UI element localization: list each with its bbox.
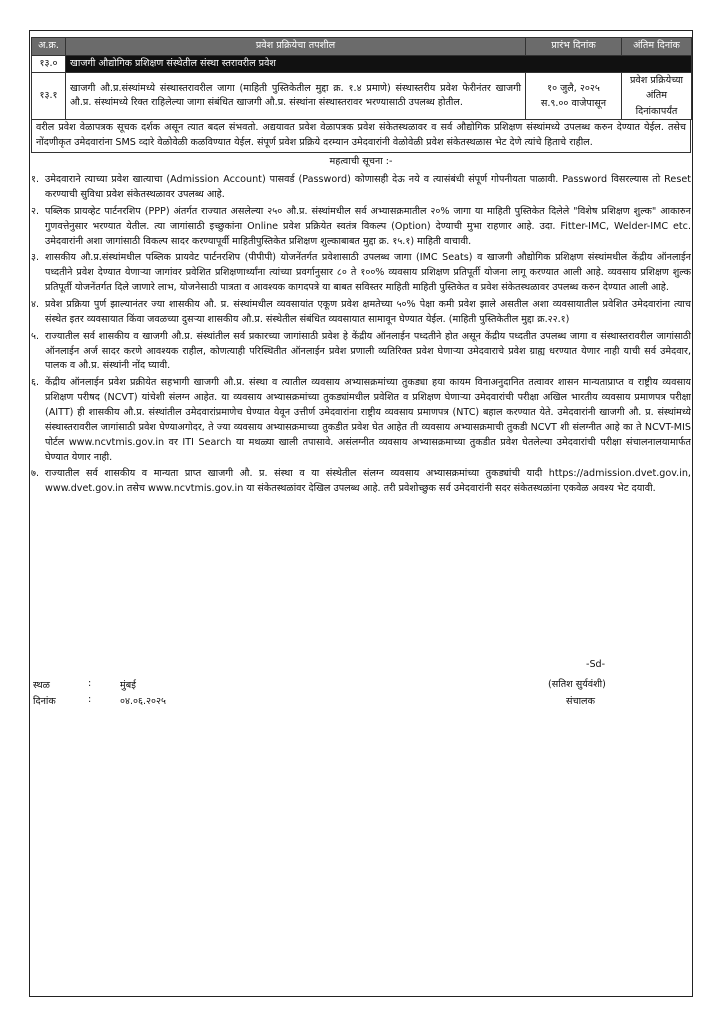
item-number: १. [31,174,40,186]
row-start-date [526,73,622,120]
notices-list [31,173,691,497]
item-number: ६. [31,377,40,389]
list-item [31,467,691,497]
section-row [32,56,692,73]
start-date-line2: स.९.०० वाजेपासून [540,98,607,110]
list-item [31,205,691,250]
item-number: ३. [31,252,40,264]
header-start-date: प्रारंभ दिनांक [526,38,622,56]
item-number: ७. [31,468,40,480]
header-end-date: अंतिम दिनांक [622,38,692,56]
signed-mark: -Sd- [586,659,606,670]
signatory-name: (सतिश सुर्यवंशी) [548,679,606,690]
item-text: राज्यातील सर्व शासकीय व मान्यता प्राप्त खाजगी औ. प्र. संस्था व या संस्थेतील संलग्न व्यवसाय अभ्यासक्रमांच्या तुकड्यांची यादी https://admission.dvet.gov.in, www.dvet.gov.in तसेच www.ncvtmis.gov.in या संकेतस्थळांवर देखिल उपलब्ध आहे. तरी प्रवेशोच्छुक सर्व उमेदवारांनी सदर संकेतस्थळांना एकवेळ अवश्य भेट दयावी. [45,468,691,495]
date-colon: : [88,694,92,705]
list-item [31,251,691,296]
table-row [32,73,692,120]
item-text: पब्लिक प्रायव्हेट पार्टनरशिप (PPP) अंतर्गत राज्यात असलेल्या २५० औ.प्र. संस्थांमधील सर्व अभ्यासक्रमातील २०% जागा या माहिती पुस्तिकेत दिलेले "विशेष प्रशिक्षण शुल्क" आकारुन गुणवत्तेनुसार भरण्यात येतील. त्या जागांसाठी इच्छुकांना Online प्रवेश प्रक्रियेत स्वतंत्र विकल्प (Option) देण्याची मुभा राहणार आहे. उदा. Fitter-IMC, Welder-IMC etc. उमेदवारांनी अशा जागांसाठी विकल्प सादर करण्यापूर्वी माहितीपुस्तिकेत प्रशिक्षण शुल्काबाबत मुद्दा क्र. १५.१) माहिती वाचावी. [45,205,691,247]
header-sr-no: अ.क्र. [32,38,66,56]
place-colon: : [88,678,92,689]
list-item [31,298,691,328]
item-number: २. [31,205,40,217]
item-number: ५. [31,330,40,342]
item-text: उमेदवाराने त्याच्या प्रवेश खात्याचा (Admission Account) पासवर्ड (Password) कोणासही देऊ नये व त्यासंबंधी संपूर्ण गोपनीयता पाळावी. Password विसरल्यास तो Reset करण्याची सुविधा प्रवेश संकेतस्थळावर उपलब्ध आहे. [45,174,691,200]
item-text: प्रवेश प्रक्रिया पुर्ण झाल्यानंतर ज्या शासकीय औ. प्र. संस्थांमधील व्यवसायांत एकूण प्रवेश क्षमतेच्या ५०% पेक्षा कमी प्रवेश झाले असतील अशा व्यवसायातील प्रवेशित उमेदवारांना त्याच संस्थेत इतर व्यवसायात किंवा जवळच्या दुसऱ्या शासकीय औ.प्र. संस्थेतील संबंधित व्यवसायात सामावून घेण्यात येईल. (माहिती पुस्तिकेतील मुद्दा क्र.२२.१) [45,299,691,325]
row-number: १३.१ [32,73,66,120]
row-description: खाजगी औ.प्र.संस्थांमध्ये संस्थास्तरावरील जागा (माहिती पुस्तिकेतील मुद्दा क्र. १.४ प्रमाणे) संस्थास्तरीय प्रवेश फेरीनंतर खाजगी औ.प्र. संस्थांमध्ये रिक्त राहिलेल्या जागा संबंधित खाजगी औ.प्र. संस्थांना संस्थास्तरावर भरण्यासाठी उपलब्ध होतील. [66,73,526,120]
item-text: राज्यातील सर्व शासकीय व खाजगी औ.प्र. संस्थांतील सर्व प्रकारच्या जागांसाठी प्रवेश हे केंद्रीय ऑनलाईन पध्दतीने होत असून केंद्रीय पध्दतीत उपलब्ध जागा व संस्थास्तरावरील जागांसाठी ऑनलाईन अर्ज सादर करणे आवश्यक राहील, कोणत्याही परिस्थितीत ऑनलाईन प्रवेश प्रणाली व्यतिरिक्त प्रवेश घेणाऱ्या उमेदवाराचे प्रवेश ग्राह्य धरण्यात येणार नाही याची सर्व उमेदवार, पालक व औ.प्र. संस्थांनी नोंद घ्यावी. [45,330,691,372]
document-content [31,37,691,499]
section-number: १३.० [32,56,66,73]
item-text: केंद्रीय ऑनलाईन प्रवेश प्रक्रीयेत सहभागी खाजगी औ.प्र. संस्था व त्यातील व्यवसाय अभ्यासक्रमांच्या तुकड्या हया कायम विनाअनुदानित तत्वावर शासन मान्यताप्राप्त व राष्ट्रीय व्यवसाय प्रशिक्षण परीषद (NCVT) यांचेशी संलग्न आहेत. या व्यवसाय अभ्यासक्रमांच्या तुकड्यांमधील प्रवेशित व प्रशिक्षण घेणाऱ्या उमेदवारांची परीक्षा अखिल भारतीय व्यवसाय प्रमाणपत्र परीक्षा (AITT) ही शासकीय औ.प्र. संस्थांतील उमेदवारांप्रमाणेच घेण्यात येवून उत्तीर्ण उमेदवारांना राष्ट्रीय व्यवसाय प्रमाणपत्र (NTC) बहाल करण्यात येते. उमेदवारांनी खाजगी औ. प्र. संस्थांमध्ये संस्थास्तरावरील जागांसाठी प्रवेश घेण्याअगोदर, ते ज्या व्यवसाय अभ्यासक्रमाच्या तुकडीत प्रवेश घेत आहेत ती व्यवसाय अभ्यासक्रमाची तुकडी NCVT शी संलग्नीत आहे का ते NCVT-MIS पोर्टल www.ncvtmis.gov.in वर ITI Search या मथळ्या खाली तपासावे. असंलग्नीत व्यवसाय अभ्यासक्रमाच्या तुकडीत प्रवेश घेतलेल्या उमेदवारांची परीक्षा संचालनालयामार्फत घेण्यात येणार नाही. [45,377,691,463]
table-header-row [32,38,692,56]
section-title: खाजगी औद्योगिक प्रशिक्षण संस्थेतील संस्था स्तरावरील प्रवेश [66,56,692,73]
item-number: ४. [31,299,40,311]
list-item [31,173,691,203]
end-date-line2: अंतिम दिनांकापर्यंत [635,90,678,117]
place-label: स्थळ [33,680,50,691]
schedule-table [31,37,692,120]
notices-title: महत्वाची सूचना :- [329,155,393,167]
item-text: शासकीय औ.प्र.संस्थांमधील पब्लिक प्रायवेट पार्टनरशिप (पीपीपी) योजनेंतर्गत प्रवेशासाठी उपलब्ध जागा (IMC Seats) व खाजगी औद्योगिक प्रशिक्षण संस्थांमधील केंद्रीय ऑनलाईन पध्दतीने प्रवेश देण्यात येणाऱ्या जागांवर प्रवेशित प्रशिक्षणार्थ्यांना त्यांच्या प्रवर्गानुसार ८० ते १००% व्यवसाय प्रशिक्षण प्रतिपूर्ती योजना लागू करण्यात आली आहे. व्यवसाय प्रशिक्षण शुल्क प्रतिपूर्ती योजनेंतर्गत दिले जाणारे लाभ, योजनेसाठी पात्रता व आवश्यक कागदपत्रे या बाबत सविस्तर माहिती माहिती पुस्तिकेत व प्रवेश संकेतस्थळावर उपलब्ध करुन देण्यात आली आहे. [45,252,691,294]
end-date-line1: प्रवेश प्रक्रियेच्या [629,75,684,86]
signatory-title: संचालक [566,696,595,707]
date-value: ०४.०६.२०२५ [120,696,167,707]
list-item [31,330,691,375]
place-value: मुंबई [120,680,136,691]
start-date-line1: १० जुलै, २०२५ [547,82,600,94]
list-item [31,376,691,465]
row-end-date [622,73,692,120]
header-details: प्रवेश प्रक्रियेचा तपशील [66,38,526,56]
schedule-note: वरील प्रवेश वेळापत्रक सूचक दर्शक असून त्यात बदल संभवतो. अद्ययावत प्रवेश वेळापत्रक प्रवेश संकेतस्थळावर व सर्व औद्योगिक प्रशिक्षण संस्थांमध्ये उपलब्ध करुन देण्यात येईल. तसेच नोंदणीकृत उमेदवारांना SMS व्दारे वेळोवेळी कळविण्यात येईल. संपूर्ण प्रवेश प्रक्रिये दरम्यान उमेदवारांनी वेळोवेळी प्रवेश संकेतस्थळास भेट देणे त्यांचे हिताचे राहील. [31,120,691,153]
date-label: दिनांक [33,696,56,707]
